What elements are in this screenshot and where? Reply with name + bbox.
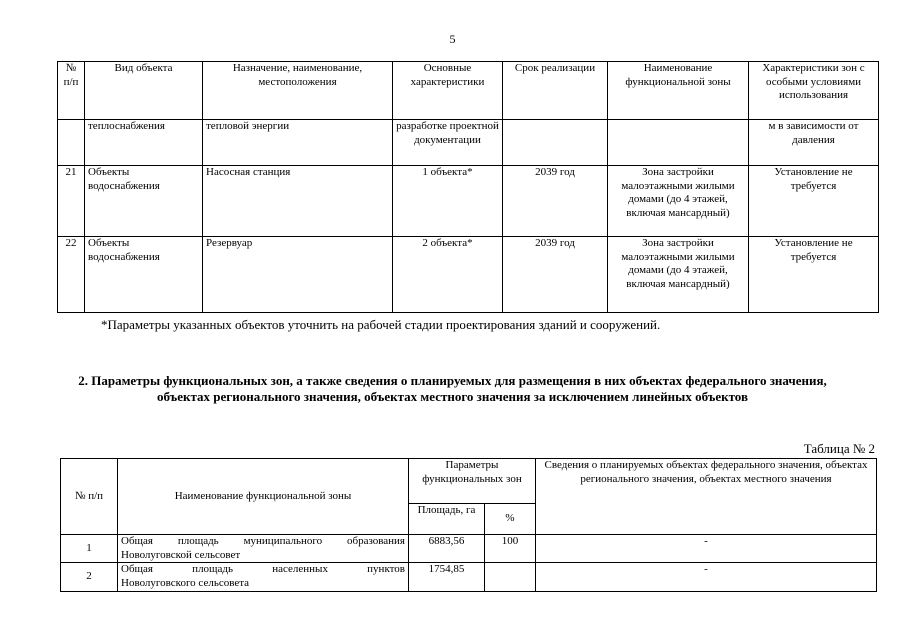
functional-zones-table [60, 458, 877, 592]
header-purpose: Назначение, наименование, местоположения [203, 62, 393, 120]
cell-zone-name [118, 563, 409, 592]
cell-special: Установление не требуется [749, 237, 879, 313]
cell-type: теплоснабжения [85, 120, 203, 166]
table-header-row [58, 62, 879, 120]
header-num: № п/п [61, 459, 118, 535]
cell-percent [485, 563, 536, 592]
table-row [58, 237, 879, 313]
page-number: 5 [449, 32, 456, 46]
table-row [58, 120, 879, 166]
cell-zone: Зона застройки малоэтажными жилыми домами (до 4 этажей, включая мансардный) [608, 166, 749, 237]
cell-area: 1754,85 [409, 563, 485, 592]
cell-num: 21 [58, 166, 85, 237]
header-percent: % [485, 504, 536, 535]
cell-zone-name-line1: Общая площадь населенных пунктов [121, 563, 405, 575]
cell-percent: 100 [485, 535, 536, 563]
header-planned-objects: Сведения о планируемых объектах федерального значения, объектах регионального значения, объектах местного значения [536, 459, 877, 535]
cell-planned-objects: - [536, 563, 877, 592]
cell-planned-objects: - [536, 535, 877, 563]
table-header-row [61, 459, 877, 504]
cell-zone [608, 120, 749, 166]
header-zone-params: Параметры функциональных зон [409, 459, 536, 504]
cell-num [58, 120, 85, 166]
header-zone: Наименование функциональной зоны [608, 62, 749, 120]
table-row [61, 563, 877, 592]
cell-type: Объекты водоснабжения [85, 166, 203, 237]
cell-characteristics: разработке проектной документации [393, 120, 503, 166]
objects-table [57, 61, 879, 313]
cell-type: Объекты водоснабжения [85, 237, 203, 313]
cell-term: 2039 год [503, 166, 608, 237]
header-special-zones: Характеристики зон с особыми условиями использования [749, 62, 879, 120]
cell-term: 2039 год [503, 237, 608, 313]
cell-characteristics: 1 объекта* [393, 166, 503, 237]
cell-num: 1 [61, 535, 118, 563]
header-num: № п/п [58, 62, 85, 120]
cell-special: м в зависимости от давления [749, 120, 879, 166]
header-term: Срок реализации [503, 62, 608, 120]
cell-zone: Зона застройки малоэтажными жилыми домами (до 4 этажей, включая мансардный) [608, 237, 749, 313]
header-zone-name: Наименование функциональной зоны [118, 459, 409, 535]
cell-zone-name [118, 535, 409, 563]
cell-zone-name-line2: Новолуговского сельсовета [121, 576, 250, 589]
footnote: *Параметры указанных объектов уточнить на рабочей стадии проектирования зданий и сооружений. [101, 317, 661, 332]
header-area: Площадь, га [409, 504, 485, 535]
header-object-type: Вид объекта [85, 62, 203, 120]
cell-zone-name-line1: Общая площадь муниципального образования [121, 535, 405, 547]
section-title: 2. Параметры функциональных зон, а также сведения о планируемых для размещения в них объектах федерального значения, объектах регионального значения, объектах местного значения за исключением линейных объектов [78, 373, 827, 404]
table-row [61, 535, 877, 563]
cell-special: Установление не требуется [749, 166, 879, 237]
table-label: Таблица № 2 [803, 441, 875, 456]
header-characteristics: Основные характеристики [393, 62, 503, 120]
cell-zone-name-line2: Новолуговской сельсовет [121, 548, 241, 561]
cell-area: 6883,56 [409, 535, 485, 563]
cell-purpose: Насосная станция [203, 166, 393, 237]
cell-purpose: тепловой энергии [203, 120, 393, 166]
cell-num: 2 [61, 563, 118, 592]
table-row [58, 166, 879, 237]
cell-characteristics: 2 объекта* [393, 237, 503, 313]
cell-num: 22 [58, 237, 85, 313]
cell-term [503, 120, 608, 166]
cell-purpose: Резервуар [203, 237, 393, 313]
